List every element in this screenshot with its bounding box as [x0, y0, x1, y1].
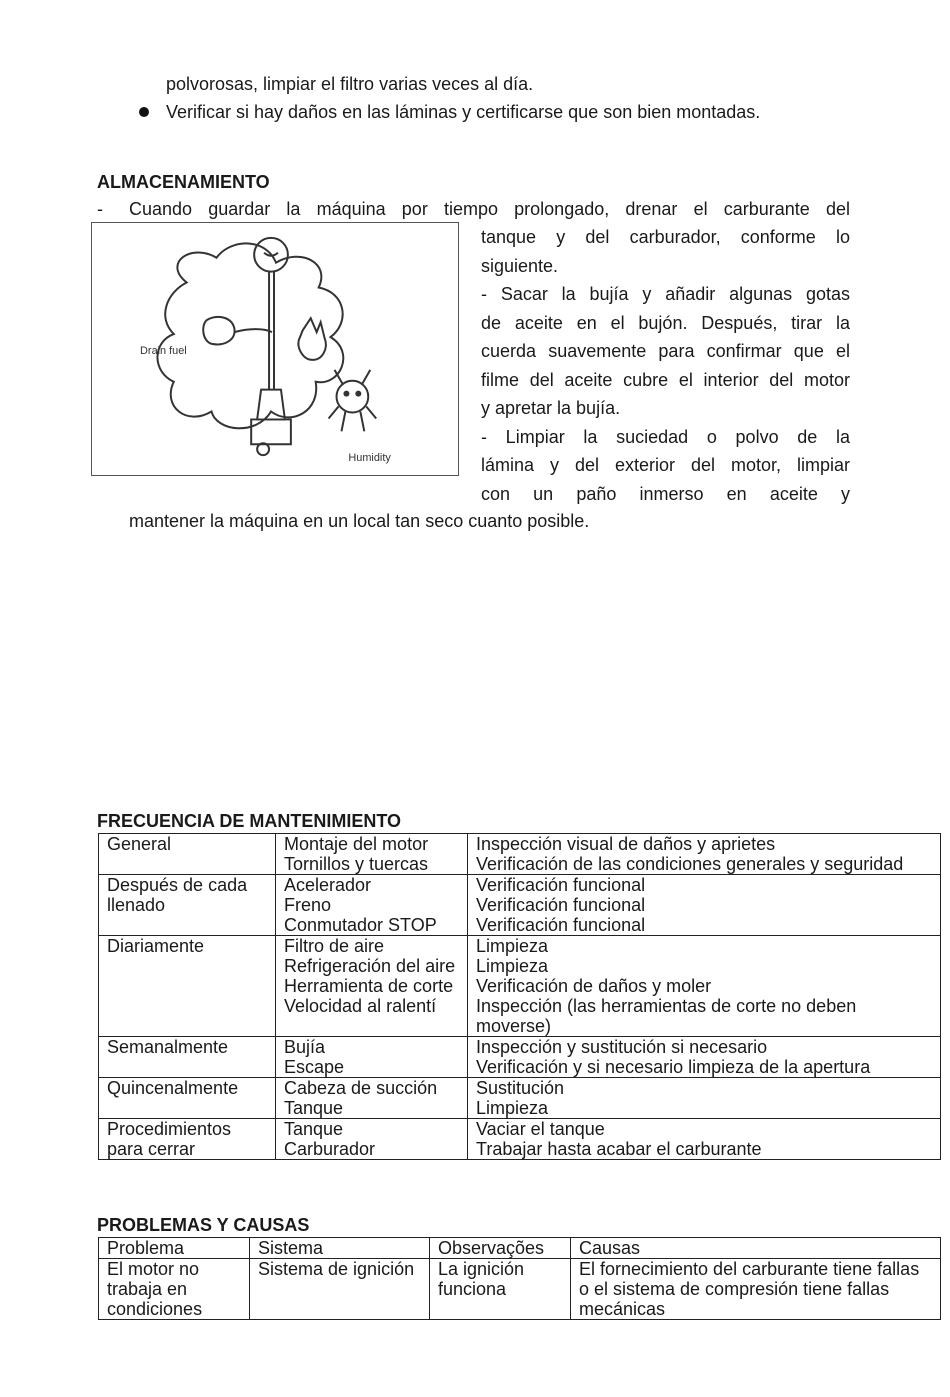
storage-right-line-10: con un paño inmerso en aceite y — [481, 483, 850, 504]
drain-fuel-label: Drain fuel — [140, 344, 187, 357]
observation-cell: La ignición funciona — [430, 1259, 571, 1320]
maintenance-action: Limpieza Limpieza Verificación de daños y moler Inspección (las herramientas de corte no deben moverse) — [468, 936, 941, 1037]
table-row — [99, 1037, 941, 1078]
table-row — [99, 1078, 941, 1119]
column-header: Sistema — [250, 1238, 430, 1259]
maintenance-action: Vaciar el tanque Trabajar hasta acabar el carburante — [468, 1119, 941, 1160]
maintenance-when: Semanalmente — [99, 1037, 276, 1078]
maintenance-heading: FRECUENCIA DE MANTENIMIENTO — [97, 811, 402, 831]
maintenance-action: Inspección visual de daños y aprietes Verificación de las condiciones generales y seguridad — [468, 834, 941, 875]
maintenance-part: Tanque Carburador — [276, 1119, 468, 1160]
problem-cell: El motor no trabaja en condiciones — [99, 1259, 250, 1320]
storage-dash: - — [97, 199, 103, 219]
problems-table — [98, 1237, 941, 1320]
maintenance-part: Filtro de aire Refrigeración del aire Herramienta de corte Velocidad al ralentí — [276, 936, 468, 1037]
storage-right-line-6: filme del aceite cubre el interior del motor — [481, 369, 850, 390]
storage-right-line-1: tanque y del carburador, conforme lo — [481, 227, 850, 247]
table-row — [99, 936, 941, 1037]
storage-right-line-5: cuerda suavemente para confirmar que el — [481, 341, 850, 361]
maintenance-when: Después de cada llenado — [99, 875, 276, 936]
cause-cell: El fornecimiento del carburante tiene fallas o el sistema de compresión tiene fallas mecánicas — [571, 1259, 941, 1320]
maintenance-table — [98, 833, 941, 1160]
table-row — [99, 1259, 941, 1320]
problems-heading: PROBLEMAS Y CAUSAS — [97, 1215, 310, 1235]
maintenance-action: Sustitución Limpieza — [468, 1078, 941, 1119]
column-header: Observações — [430, 1238, 571, 1259]
maintenance-part: Cabeza de succión Tanque — [276, 1078, 468, 1119]
storage-illustration — [91, 222, 459, 476]
table-row — [99, 1119, 941, 1160]
maintenance-when: Quincenalmente — [99, 1078, 276, 1119]
storage-right-line-9: lámina y del exterior del motor, limpiar — [481, 455, 850, 475]
storage-right-line-4: de aceite en el bujón. Después, tirar la — [481, 312, 850, 333]
storage-right-line-2: siguiente. — [481, 255, 559, 276]
storage-line: Cuando guardar la máquina por tiempo prolongado, drenar el carburante del — [129, 199, 850, 219]
storage-heading: ALMACENAMIENTO — [97, 172, 270, 192]
system-cell: Sistema de ignición — [250, 1259, 430, 1320]
table-row — [99, 875, 941, 936]
maintenance-when: Procedimientos para cerrar — [99, 1119, 276, 1160]
table-row — [99, 834, 941, 875]
storage-right-line-7: y apretar la bujía. — [481, 398, 621, 418]
storage-last-line: mantener la máquina en un local tan seco cuanto posible. — [129, 511, 590, 531]
intro-bullet: Verificar si hay daños en las láminas y certificarse que son bien montadas. — [166, 102, 761, 122]
maintenance-when: General — [99, 834, 276, 875]
storage-right-line-8: - Limpiar la suciedad o polvo de la — [481, 426, 850, 447]
column-header: Problema — [99, 1238, 250, 1259]
maintenance-part: Acelerador Freno Conmutador STOP — [276, 875, 468, 936]
humidity-label: Humidity — [348, 452, 391, 465]
table-header-row — [99, 1238, 941, 1259]
column-header: Causas — [571, 1238, 941, 1259]
maintenance-action: Verificación funcional Verificación funcional Verificación funcional — [468, 875, 941, 936]
maintenance-part: Montaje del motor Tornillos y tuercas — [276, 834, 468, 875]
storage-illustration-drawing — [92, 223, 458, 475]
intro-line: polvorosas, limpiar el filtro varias veces al día. — [166, 74, 534, 94]
storage-right-line-3: - Sacar la bujía y añadir algunas gotas — [481, 284, 850, 304]
bullet-icon — [139, 107, 149, 117]
maintenance-part: Bujía Escape — [276, 1037, 468, 1078]
maintenance-when: Diariamente — [99, 936, 276, 1037]
maintenance-action: Inspección y sustitución si necesario Verificación y si necesario limpieza de la apertura — [468, 1037, 941, 1078]
